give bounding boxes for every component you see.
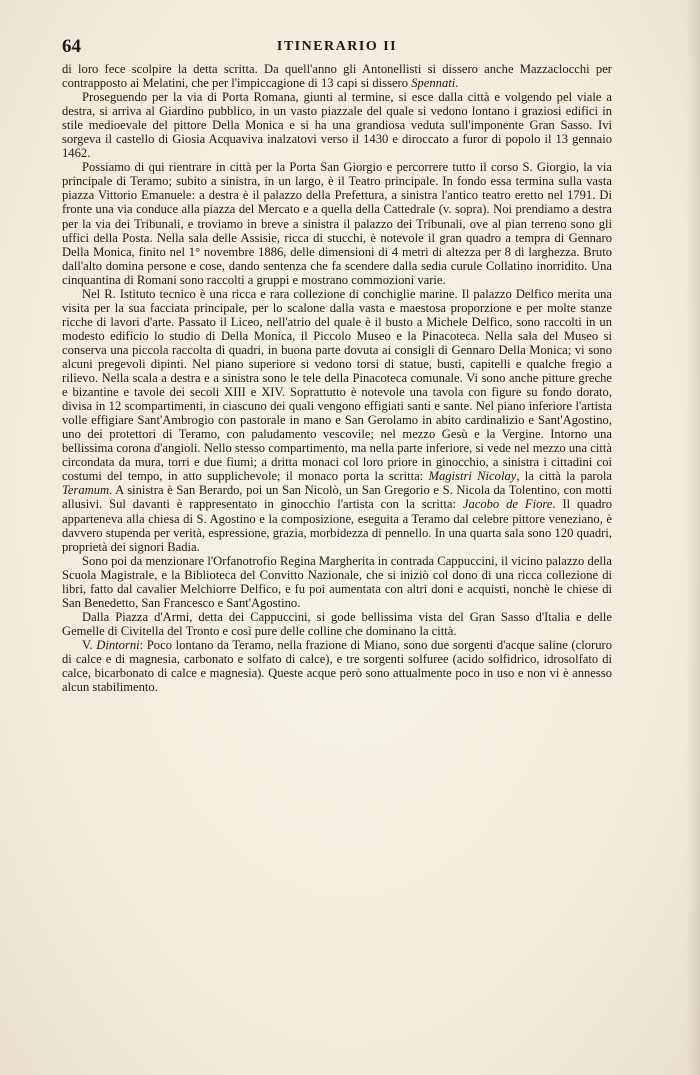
- running-title: ITINERARIO II: [276, 39, 398, 54]
- paragraph-p6: [62, 610, 612, 638]
- paragraph-p3: [62, 160, 612, 286]
- page-number: 64: [62, 36, 81, 57]
- text-span: Proseguendo per la via di Porta Romana, giunti al termine, si esce dalla città e volgendo pel viale a destra, si arriva al Giardino pubblico, in un vasto piazzale del quale si vedono lontano i graziosi edifici in stile medioevale del pittore Della Monica e si ha una grandiosa veduta sull'imponente Gran Sasso. Ivi sorgeva il castello di Giosia Acquaviva inalzatovi verso il 1430 e diroccato a furor di popolo il 13 gennaio 1462.: [62, 90, 612, 161]
- italic-span: Jacobo de Fiore: [462, 497, 553, 512]
- paragraph-p1: [62, 62, 612, 90]
- paragraph-p5: [62, 554, 612, 610]
- text-span: V.: [82, 637, 97, 652]
- paragraph-p7: [62, 638, 612, 694]
- page-header: [62, 36, 612, 58]
- italic-span: Magistri Nicolay: [428, 469, 517, 484]
- text-span: : Poco lontano da Teramo, nella frazione di Miano, sono due sorgenti d'acque saline (cloruro di calce e di magnesia, carbonato e solfato di calce), e tre sorgenti solfuree (acido solfidrico, idrosolfato di calce, bicarbonato di calce e magnesia). Queste acque però sono attualmente poco in uso e non vi è annesso alcun stabilimento.: [62, 637, 612, 695]
- text-span: .: [455, 76, 459, 91]
- text-span: . Il quadro apparteneva alla chiesa di S. Agostino e la composizione, eseguita a Teramo dal celebre pittore veneziano, è davvero stupenda per verità, espressione, grazia, morbidezza di pennello. In una quarta sala sono 120 quadri, proprietà dei signori Badia.: [62, 497, 612, 554]
- text-span: . A sinistra è San Berardo, poi un San Nicolò, un San Gregorio e S. Nicola da Tolentino, con motti allusivi. Sul davanti è rappresentato in ginocchio l'artista con la scritta:: [62, 483, 612, 512]
- italic-span: Spennati: [411, 76, 456, 91]
- paragraph-p2: [62, 90, 612, 160]
- paragraph-p4: [62, 287, 612, 554]
- text-span: Nel R. Istituto tecnico è una ricca e rara collezione di conchiglie marine. Il palazzo Delfico merita una visita per la sua facciata principale, per lo scalone dalla vasta e maestosa proporzione e per molte stanze ricche di lavori d'arte. Passato il Liceo, nell'atrio del quale è il busto a Michele Delfico, sono raccolti in un modesto edificio lo studio di Della Monica, il Piccolo Museo e la Pinacoteca. Nella sala del Museo si conserva una piccola raccolta di quadri, in buona parte dovuta ai consigli di Gennaro Della Monica; vi sono alcuni pregevoli dipinti. Nel piano superiore si vedono torsi di statue, busti, capitelli e qualche fregio a rilievo. Nella scala a destra e a sinistra sono le tele della Pinacoteca comunale. Vi sono anche pitture greche e bizantine e tavole dei secoli XIII e XIV. Soprattutto è notevole una tavola con figure su fondo dorato, divisa in 12 scompartimenti, in ciascuno dei quali vengono effigiati santi e sante. Nel piano inferiore l'artista volle effigiare Sant'Ambrogio con pastorale in mano e San Gerolamo in abito cardinalizio e Sant'Agostino, uno dei protettori di Teramo, con paludamento vescovile; nel mezzo Gesù e la Vergine. Intorno una bellissima corona d'angioli. Nello stesso compartimento, ma nella parte inferiore, si vede nel mezzo una città circondata da mura, torri e due fiumi; a dritta monaci col loro priore in ginocchio, a sinistra i cittadini coi costumi del tempo, in atto supplichevole; il monaco porta la scritta:: [62, 286, 612, 484]
- text-span: Sono poi da menzionare l'Orfanotrofio Regina Margherita in contrada Cappuccini, il vicino palazzo della Scuola Magistrale, e la Biblioteca del Convitto Nazionale, che si iniziò col dono di una ricca collezione di libri, fatto dal cavalier Melchiorre Delfico, e fu poi aumentata con altri doni e acquisti, nonchè le chiese di San Benedetto, San Francesco e Sant'Agostino.: [62, 553, 612, 610]
- italic-span: Teramum: [62, 483, 110, 498]
- text-span: Dalla Piazza d'Armi, detta dei Cappuccini, si gode bellissima vista del Gran Sasso d'Italia e delle Gemelle di Civitella del Tronto e così pure delle colline che dominano la città.: [62, 609, 612, 638]
- text-span: , la città la parola: [516, 469, 613, 484]
- text-span: Possiamo di qui rientrare in città per la Porta San Giorgio e percorrere tutto il corso S. Giorgio, la via principale di Teramo; subito a sinistra, in un largo, è il Teatro principale. In fondo essa termina sulla vasta piazza Vittorio Emanuele: a destra è il palazzo della Prefettura, a sinistra l'antico teatro eretto nel 1791. Di fronte una via conduce alla piazza del Mercato e a quella della Cattedrale (v. sopra). Noi prendiamo a destra per la via dei Tribunali, e troviamo in breve a sinistra il palazzo dei Tribunali, ove al pian terreno sono gli uffici della Posta. Nella sala delle Assisie, ricca di stucchi, è notevole il gran quadro a tempra di Gennaro Della Monica, finito nel 1° novembre 1886, delle dimensioni di 4 metri di altezza per 8 di larghezza. Bruto dall'alto domina persone e cose, dando sentenza che fa scendere dalla sedia curule Collatino inorridito. Una cinquantina di Romani sono raccolti a gruppi e mostrano commozioni varie.: [62, 160, 612, 287]
- page-edge-shadow: [686, 0, 700, 1075]
- italic-span: Dintorni: [96, 637, 140, 652]
- text-span: di loro fece scolpire la detta scritta. Da quell'anno gli Antonellisti si dissero anche Mazzaclocchi per contrapposto ai Melatini, che per l'impiccagione di 13 capi si dissero: [62, 62, 612, 91]
- body-text: [62, 62, 612, 694]
